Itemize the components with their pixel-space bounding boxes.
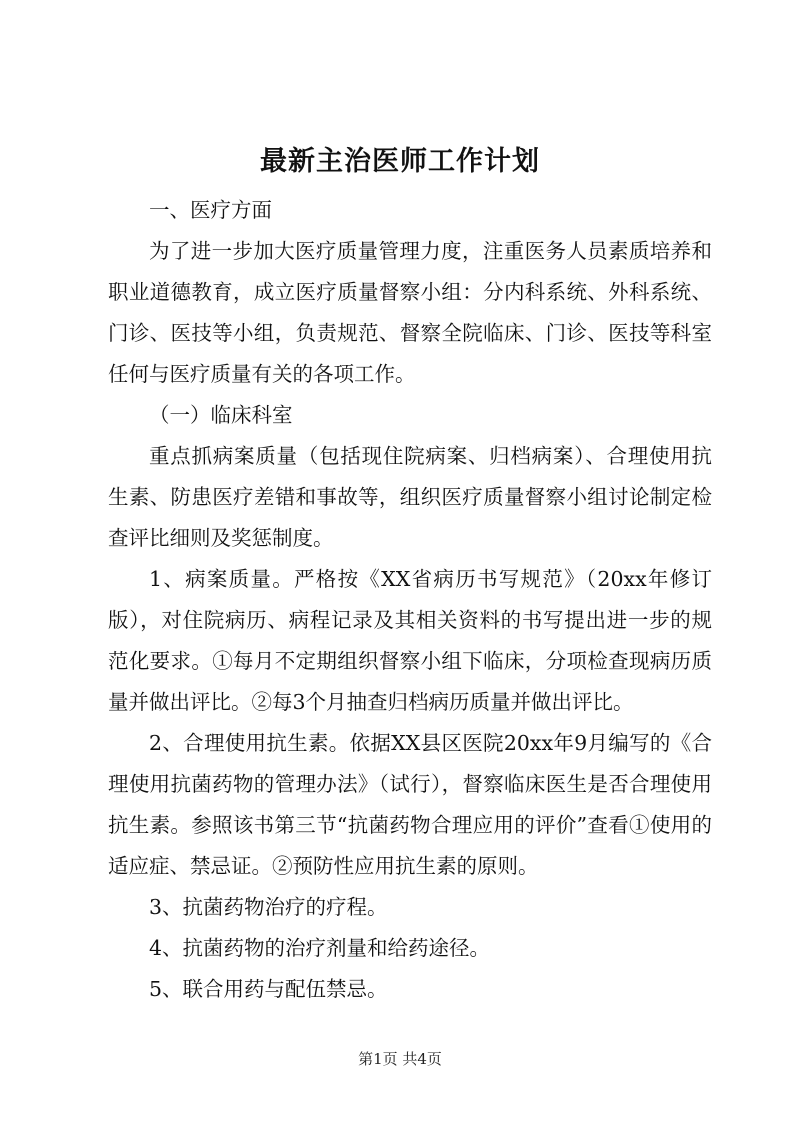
list-item-course: 3、抗菌药物治疗的疗程。	[149, 895, 388, 919]
page-title: 最新主治医师工作计划	[260, 146, 540, 177]
list-item-case-quality: 1、病案质量。严格按《XX省病历书写规范》（20xx年修订版），对住院病历、病程记录及其相关资料的书写提出进一步的规范化要求。①每月不定期组织督察小组下临床，分项检查现病历质量并做出评比。②每3个月抽查归档病历质量并做出评比。	[108, 567, 712, 714]
subsection-heading-clinical: （一）临床科室	[149, 403, 293, 427]
section-heading-medical: 一、医疗方面	[149, 198, 272, 222]
list-item-dosage: 4、抗菌药物的治疗剂量和给药途径。	[149, 936, 491, 960]
page-footer: 第1页 共4页	[358, 1050, 442, 1068]
paragraph-clinical-focus: 重点抓病案质量（包括现住院病案、归档病案）、合理使用抗生素、防患医疗差错和事故等，组织医疗质量督察小组讨论制定检查评比细则及奖惩制度。	[108, 444, 712, 550]
list-item-antibiotics: 2、合理使用抗生素。依据XX县区医院20xx年9月编写的《合理使用抗菌药物的管理办法》（试行），督察临床医生是否合理使用抗生素。参照该书第三节“抗菌药物合理应用的评价”查看①使用的适应症、禁忌证。②预防性应用抗生素的原则。	[108, 731, 712, 878]
paragraph-quality-team: 为了进一步加大医疗质量管理力度，注重医务人员素质培养和职业道德教育，成立医疗质量督察小组：分内科系统、外科系统、门诊、医技等小组，负责规范、督察全院临床、门诊、医技等科室任何与医疗质量有关的各项工作。	[108, 239, 712, 386]
list-item-combination: 5、联合用药与配伍禁忌。	[149, 977, 388, 1001]
document-body	[108, 190, 712, 1010]
